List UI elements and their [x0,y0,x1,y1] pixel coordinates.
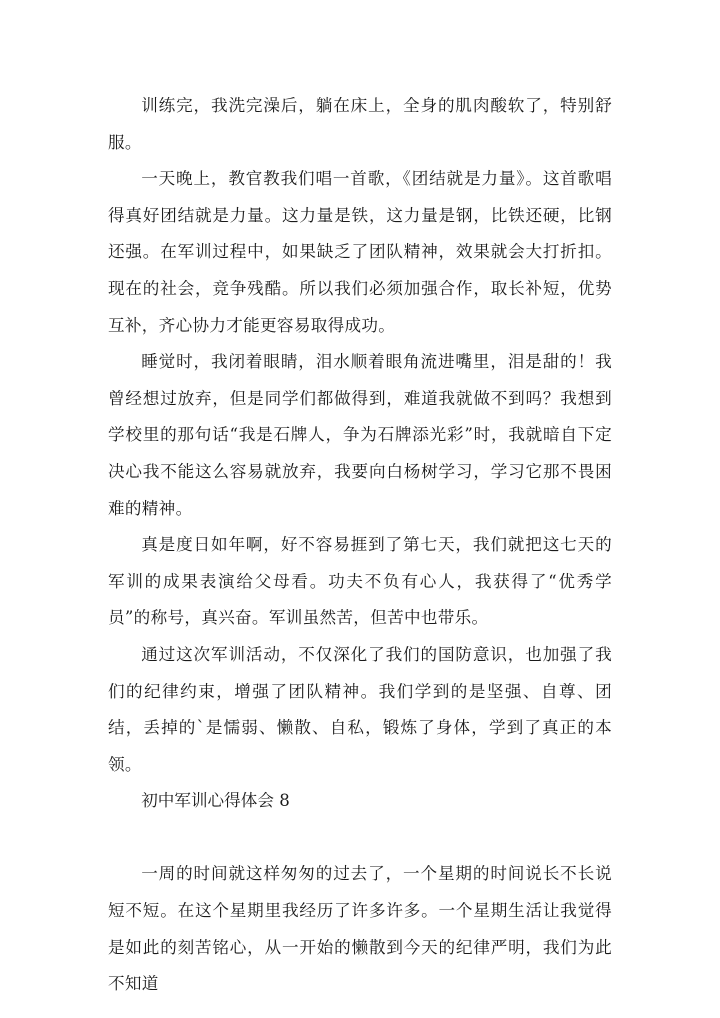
section-heading: 初中军训心得体会 8 [141,791,290,811]
paragraph: 训练完，我洗完澡后，躺在床上，全身的肌肉酸软了，特别舒服。 [108,96,612,152]
blank-line [108,820,612,857]
paragraph: 真是度日如年啊，好不容易捱到了第七天，我们就把这七天的军训的成果表演给父母看。功夫不负有心人，我获得了“优秀学员”的称号，真兴奋。军训虽然苦，但苦中也带乐。 [108,535,612,628]
paragraph: 睡觉时，我闭着眼睛，泪水顺着眼角流进嘴里，泪是甜的！我曾经想过放弃，但是同学们都做得到，难道我就做不到吗？我想到学校里的那句话“我是石牌人，争为石牌添光彩”时，我就暗自下定决心我不能这么容易就放弃，我要向白杨树学习，学习它那不畏困难的精神。 [108,352,612,518]
document-body [108,88,612,1003]
paragraph: 一周的时间就这样匆匆的过去了，一个星期的时间说长不长说短不短。在这个星期里我经历了许多许多。一个星期生活让我觉得是如此的刻苦铭心，从一开始的懒散到今天的纪律严明，我们为此不知道 [108,864,612,994]
paragraph: 通过这次军训活动，不仅深化了我们的国防意识，也加强了我们的纪律约束，增强了团队精神。我们学到的是坚强、自尊、团结，丢掉的`是懦弱、懒散、自私，锻炼了身体，学到了真正的本领。 [108,644,612,774]
paragraph: 一天晚上，教官教我们唱一首歌，《团结就是力量》。这首歌唱得真好团结就是力量。这力量是铁，这力量是钢，比铁还硬，比钢还强。在军训过程中，如果缺乏了团队精神，效果就会大打折扣。现在的社会，竞争残酷。所以我们必须加强合作，取长补短，优势互补，齐心协力才能更容易取得成功。 [108,169,612,335]
